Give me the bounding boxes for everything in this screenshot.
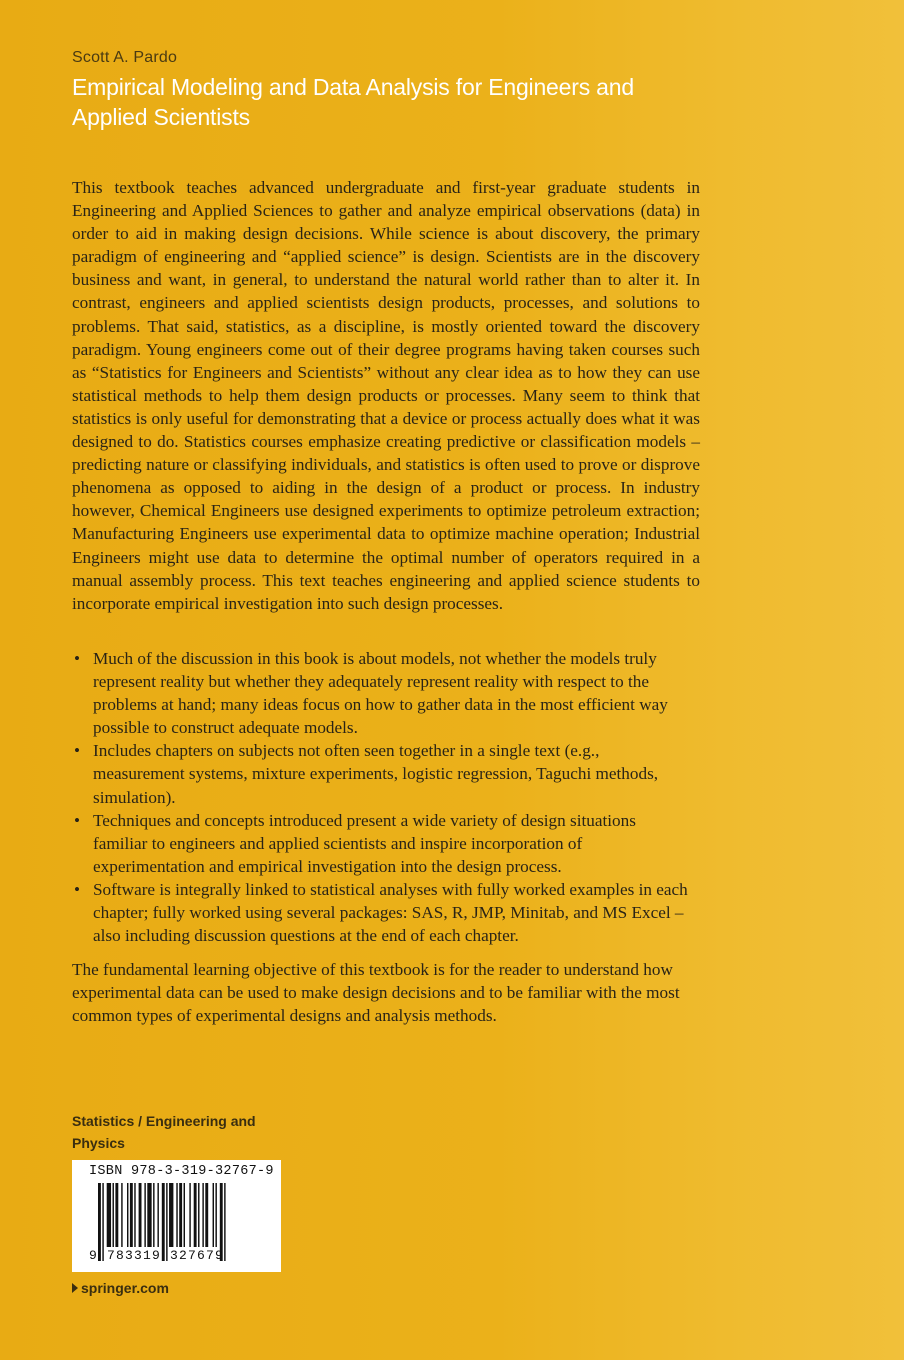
barcode-bar [113,1183,114,1247]
arrow-right-icon [72,1283,78,1293]
barcode-bar [107,1183,111,1247]
list-item [72,647,692,739]
book-title: Empirical Modeling and Data Analysis for Engineers and Applied Scientists [72,74,634,130]
barcode-bar [169,1183,173,1247]
website-label: springer.com [81,1280,169,1296]
barcode-bar [157,1183,158,1247]
barcode-bar [184,1183,185,1247]
closing-paragraph: The fundamental learning objective of this textbook is for the reader to understand how experimental data can be used to make design decisions and to be familiar with the most common types of experimental designs and analysis methods. [72,960,680,1026]
barcode-bar [213,1183,214,1247]
bullet-icon: • [74,879,81,899]
list-item-text: Much of the discussion in this book is about models, not whether the models truly represent reality but whether they adequately represent reality with respect to the problems at hand; many ideas focus on how to gather data in the most efficient way possible to construct adequate models. [93,649,668,738]
isbn-barcode [72,1160,281,1272]
barcode-bar [130,1183,133,1247]
barcode-bar [205,1183,208,1247]
bullet-icon: • [74,741,81,761]
bullet-icon: • [74,649,81,668]
barcode-bar [194,1183,197,1247]
barcode-bar [198,1183,199,1247]
barcode-bar [176,1183,177,1247]
list-item-text: Software is integrally linked to statistical analyses with fully worked examples in each chapter; fully worked using several packages: SAS, R, JMP, Minitab, and MS Excel – also including discussion questions at the end of each chapter. [93,879,688,946]
author-name: Scott A. Pardo [72,49,178,66]
barcode-bar [147,1183,151,1247]
barcode-bar [153,1183,154,1247]
bullet-icon: • [74,810,81,830]
subject-category: Statistics / Engineering and Physics [72,1113,256,1151]
barcode-digits: 9 783319 327679 [89,1248,225,1263]
barcode-bar [127,1183,128,1247]
isbn-label: ISBN 978-3-319-32767-9 [89,1164,274,1179]
barcode-bar [121,1183,122,1247]
list-item [72,878,692,947]
list-item-text: Includes chapters on subjects not often seen together in a single text (e.g., measurement systems, mixture experiments, logistic regression, Taguchi methods, simulation). [93,741,659,807]
list-item [72,739,692,808]
feature-list [72,647,692,947]
barcode-bar [179,1183,182,1247]
list-item-text: Techniques and concepts introduced present a wide variety of design situations familiar to engineers and applied scientists and inspire incorporation of experimentation and empirical investigation into the design process. [93,810,636,876]
barcode-bar [115,1183,118,1247]
barcode-bar [144,1183,145,1247]
barcode-bar [202,1183,203,1247]
barcode-bar [224,1183,225,1261]
list-item [72,809,692,878]
barcode-bar [189,1183,190,1247]
barcode-bar [215,1183,216,1247]
barcode-bar [134,1183,135,1247]
publisher-website[interactable] [72,1280,169,1296]
description-paragraph: This textbook teaches advanced undergraduate and first-year graduate students in Engineering and Applied Sciences to gather and analyze empirical observations (data) in order to aid in making design decisions. While science is about discovery, the primary paradigm of engineering and “applied science” is design. Scientists are in the discovery business and want, in general, to understand the natural world rather than to alter it. In contrast, engineers and applied scientists design products, processes, and solutions to problems. That said, statistics, as a discipline, is mostly oriented toward the discovery paradigm. Young engineers come out of their degree programs having taken courses such as “Statistics for Engineers and Scientists” without any clear idea as to how they can use statistical methods to help them design products or processes. Many seem to think that statistics is only useful for demonstrating that a device or process actually does what it was designed to do. Statistics courses emphasize creating predictive or classification models – predicting nature or classifying individuals, and statistics is often used to prove or disprove phenomena as opposed to aiding in the design of a product or process. In industry however, Chemical Engineers use designed experiments to optimize petroleum extraction; Manufacturing Engineers use experimental data to optimize machine operation; Industrial Engineers might use data to determine the optimal number of operators required in a manual assembly process. This text teaches engineering and applied science students to incorporate empirical investigation into such design processes. [72,178,700,613]
barcode-bar [139,1183,142,1247]
